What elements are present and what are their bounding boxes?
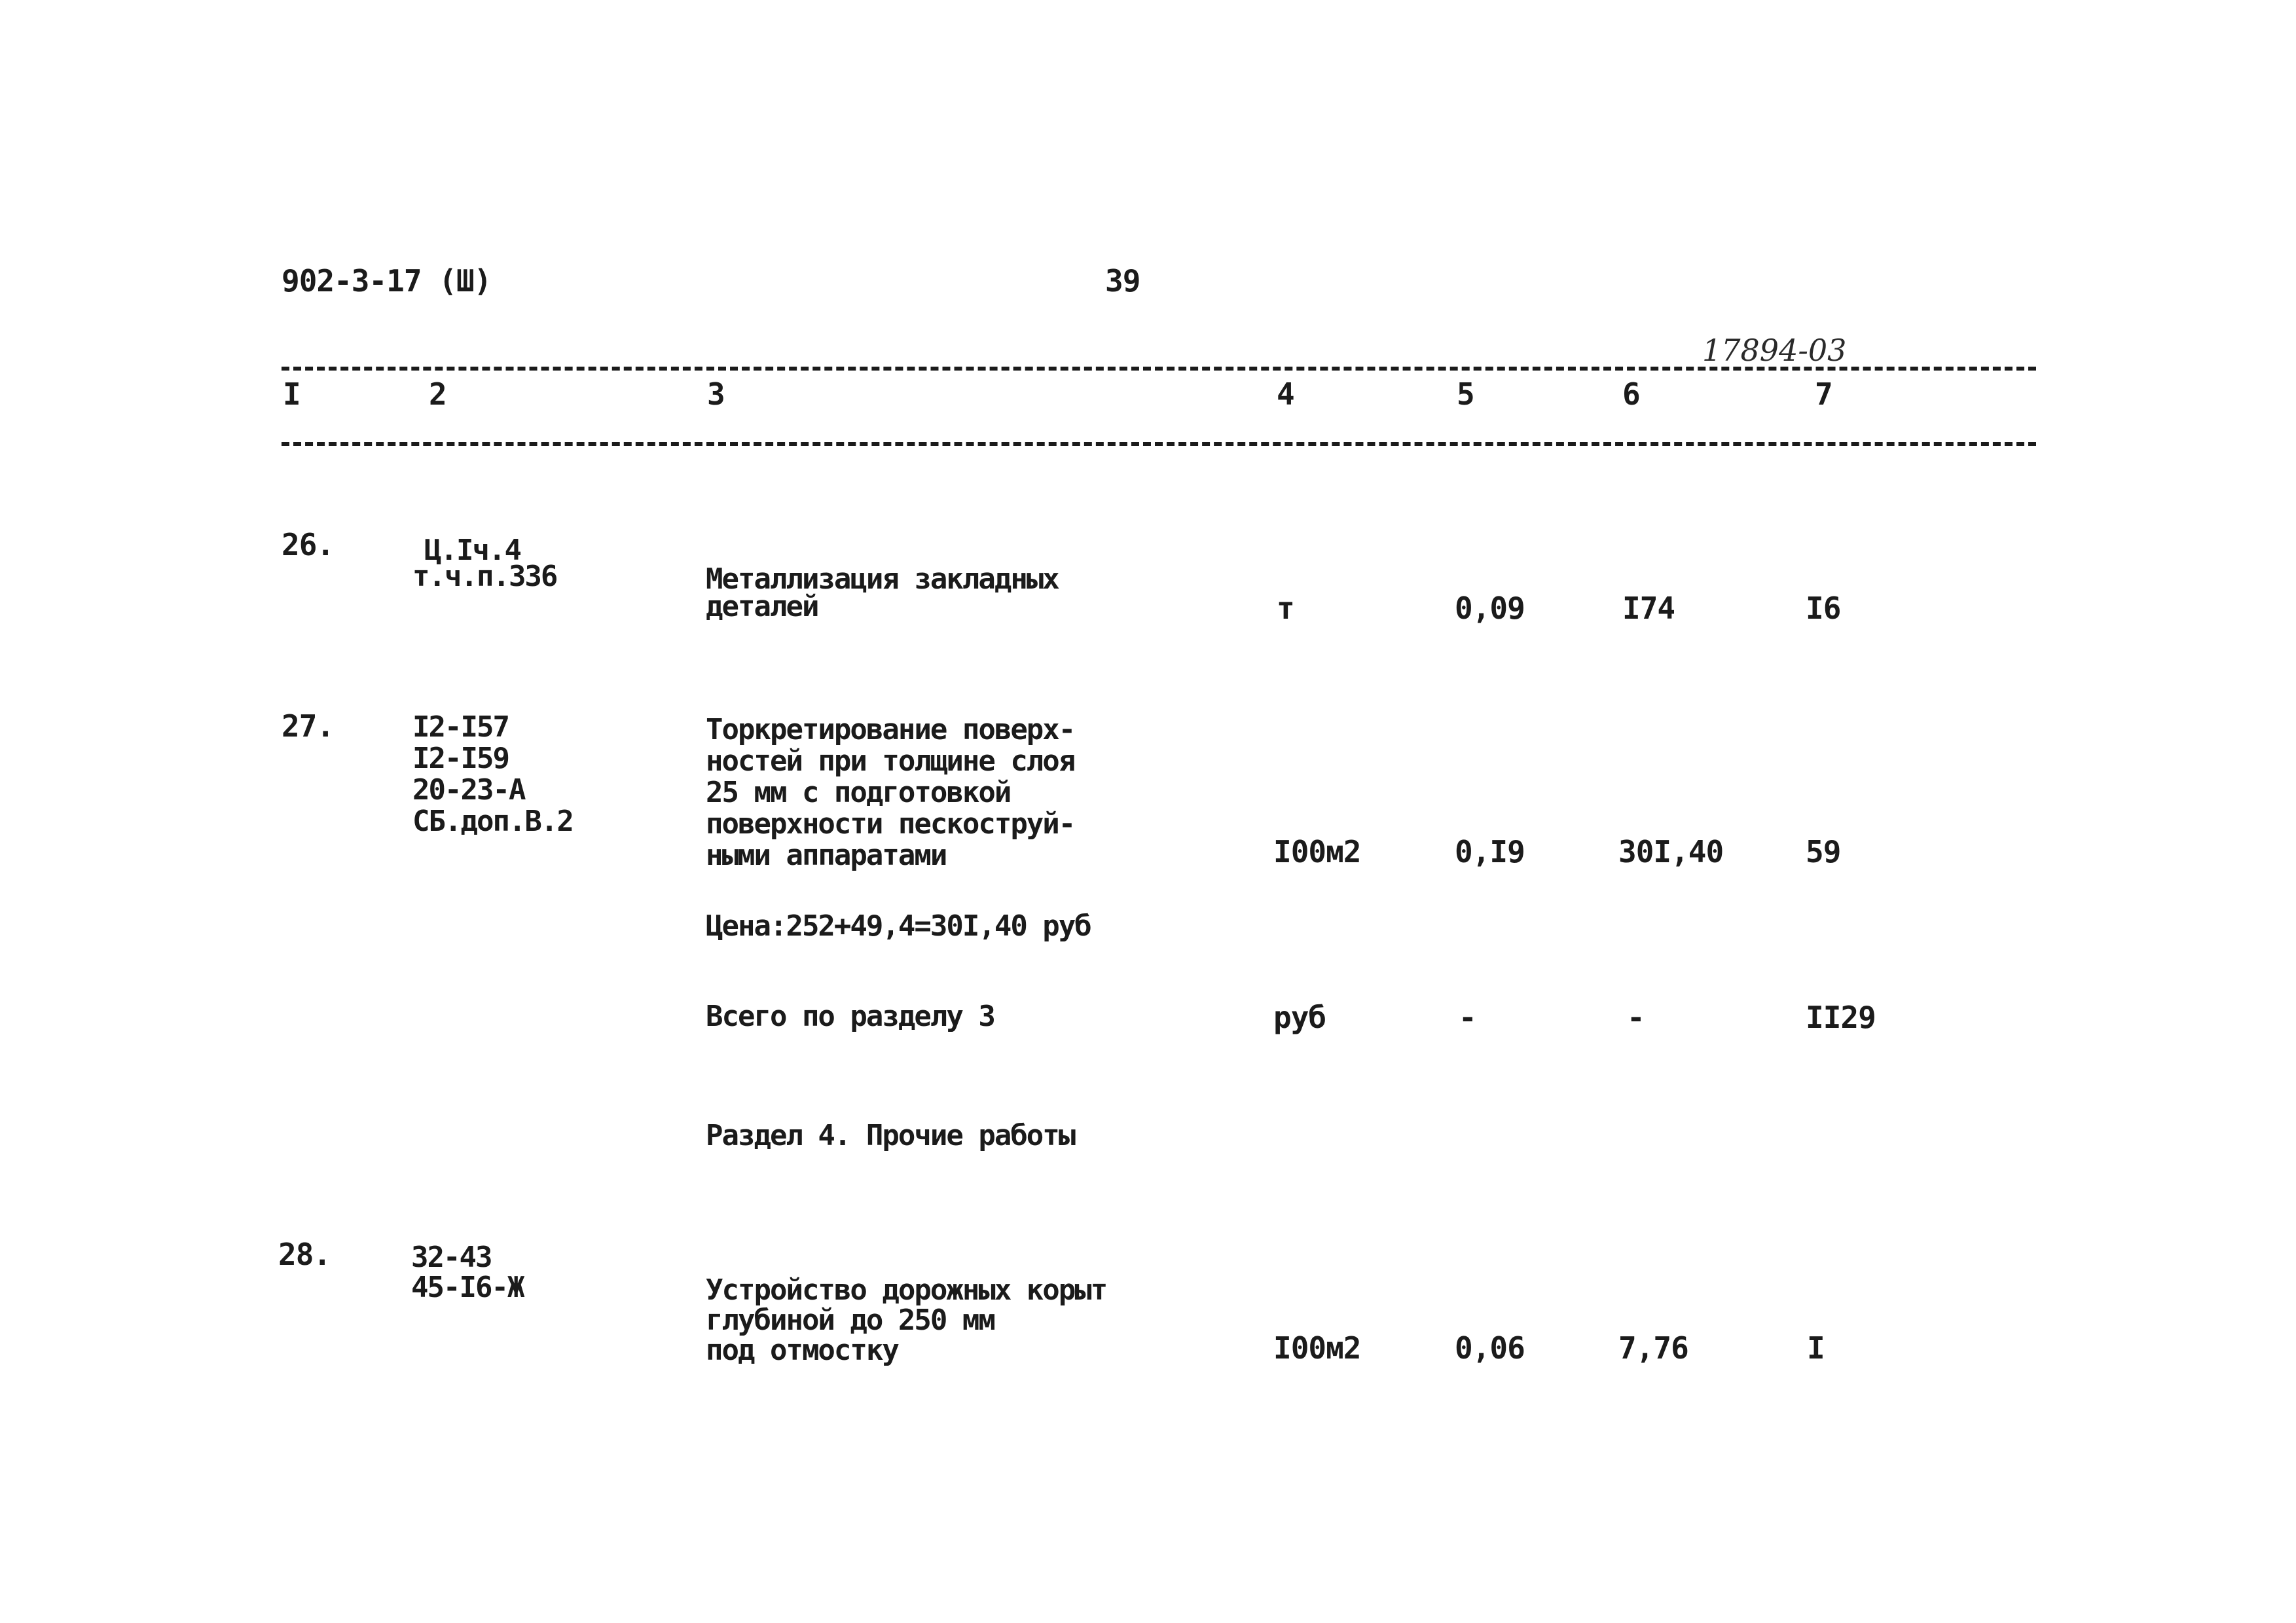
row-26-number: 26. [282, 527, 335, 562]
row-27-code-2: I2-I59 [412, 742, 509, 775]
row-26-description-1: Металлизация закладных [706, 562, 1059, 596]
row-26-unit: т [1277, 591, 1294, 626]
column-number-7: 7 [1815, 376, 1832, 412]
row-27-code-1: I2-I57 [412, 710, 509, 744]
row-28-number: 28. [278, 1237, 331, 1272]
row-28-description-1: Устройство дорожных корыт [706, 1273, 1107, 1307]
header-rule-bottom [282, 442, 2036, 446]
row-26-code-2: т.ч.п.336 [412, 560, 557, 593]
row-28-price: 7,76 [1618, 1330, 1688, 1366]
section-3-total-price: - [1627, 1000, 1645, 1035]
row-27-quantity: 0,I9 [1455, 834, 1525, 869]
header-rule-top [282, 367, 2036, 371]
row-27-description-2: ностей при толщине слоя [706, 744, 1075, 778]
row-26-total: I6 [1806, 591, 1841, 626]
row-28-description-2: глубиной до 250 мм [706, 1304, 994, 1337]
section-3-total-unit: руб [1273, 1000, 1326, 1035]
row-28-description-3: под отмостку [706, 1334, 898, 1367]
row-28-quantity: 0,06 [1455, 1330, 1525, 1366]
inventory-note: 17894-03 [1702, 333, 1847, 368]
section-3-total-label: Всего по разделу 3 [706, 1000, 994, 1033]
document-code: 902-3-17 (Ш) [282, 263, 492, 299]
row-26-price: I74 [1622, 591, 1675, 626]
row-27-description-4: поверхности пескоструй- [706, 807, 1075, 841]
page-number: 39 [1105, 263, 1140, 299]
row-27-price-note: Цена:252+49,4=30I,40 руб [706, 909, 1091, 943]
section-3-total-quantity: - [1459, 1000, 1476, 1035]
row-27-description-3: 25 мм с подготовкой [706, 776, 1011, 809]
row-27-description-1: Торкретирование поверх- [706, 713, 1075, 746]
column-number-5: 5 [1457, 376, 1474, 412]
row-27-description-5: ными аппаратами [706, 839, 947, 872]
row-27-unit: I00м2 [1273, 834, 1361, 869]
column-number-6: 6 [1622, 376, 1640, 412]
row-26-quantity: 0,09 [1455, 591, 1525, 626]
column-number-2: 2 [429, 376, 446, 412]
row-27-number: 27. [282, 708, 335, 744]
row-28-unit: I00м2 [1273, 1330, 1361, 1366]
row-27-code-3: 20-23-А [412, 773, 525, 807]
row-28-code-2: 45-I6-Ж [411, 1271, 524, 1304]
row-26-code-1: Ц.Iч.4 [424, 534, 520, 567]
section-4-heading: Раздел 4. Прочие работы [706, 1119, 1075, 1152]
row-27-total: 59 [1806, 834, 1841, 869]
row-28-total: I [1807, 1330, 1825, 1366]
column-number-3: 3 [707, 376, 725, 412]
row-26-description-2: деталей [706, 590, 818, 623]
row-28-code-1: 32-43 [411, 1241, 492, 1274]
section-3-total-amount: II29 [1806, 1000, 1876, 1035]
column-number-1: I [283, 376, 301, 412]
row-27-price: 30I,40 [1618, 834, 1724, 869]
column-number-4: 4 [1277, 376, 1294, 412]
row-27-code-4: СБ.доп.В.2 [412, 805, 573, 838]
